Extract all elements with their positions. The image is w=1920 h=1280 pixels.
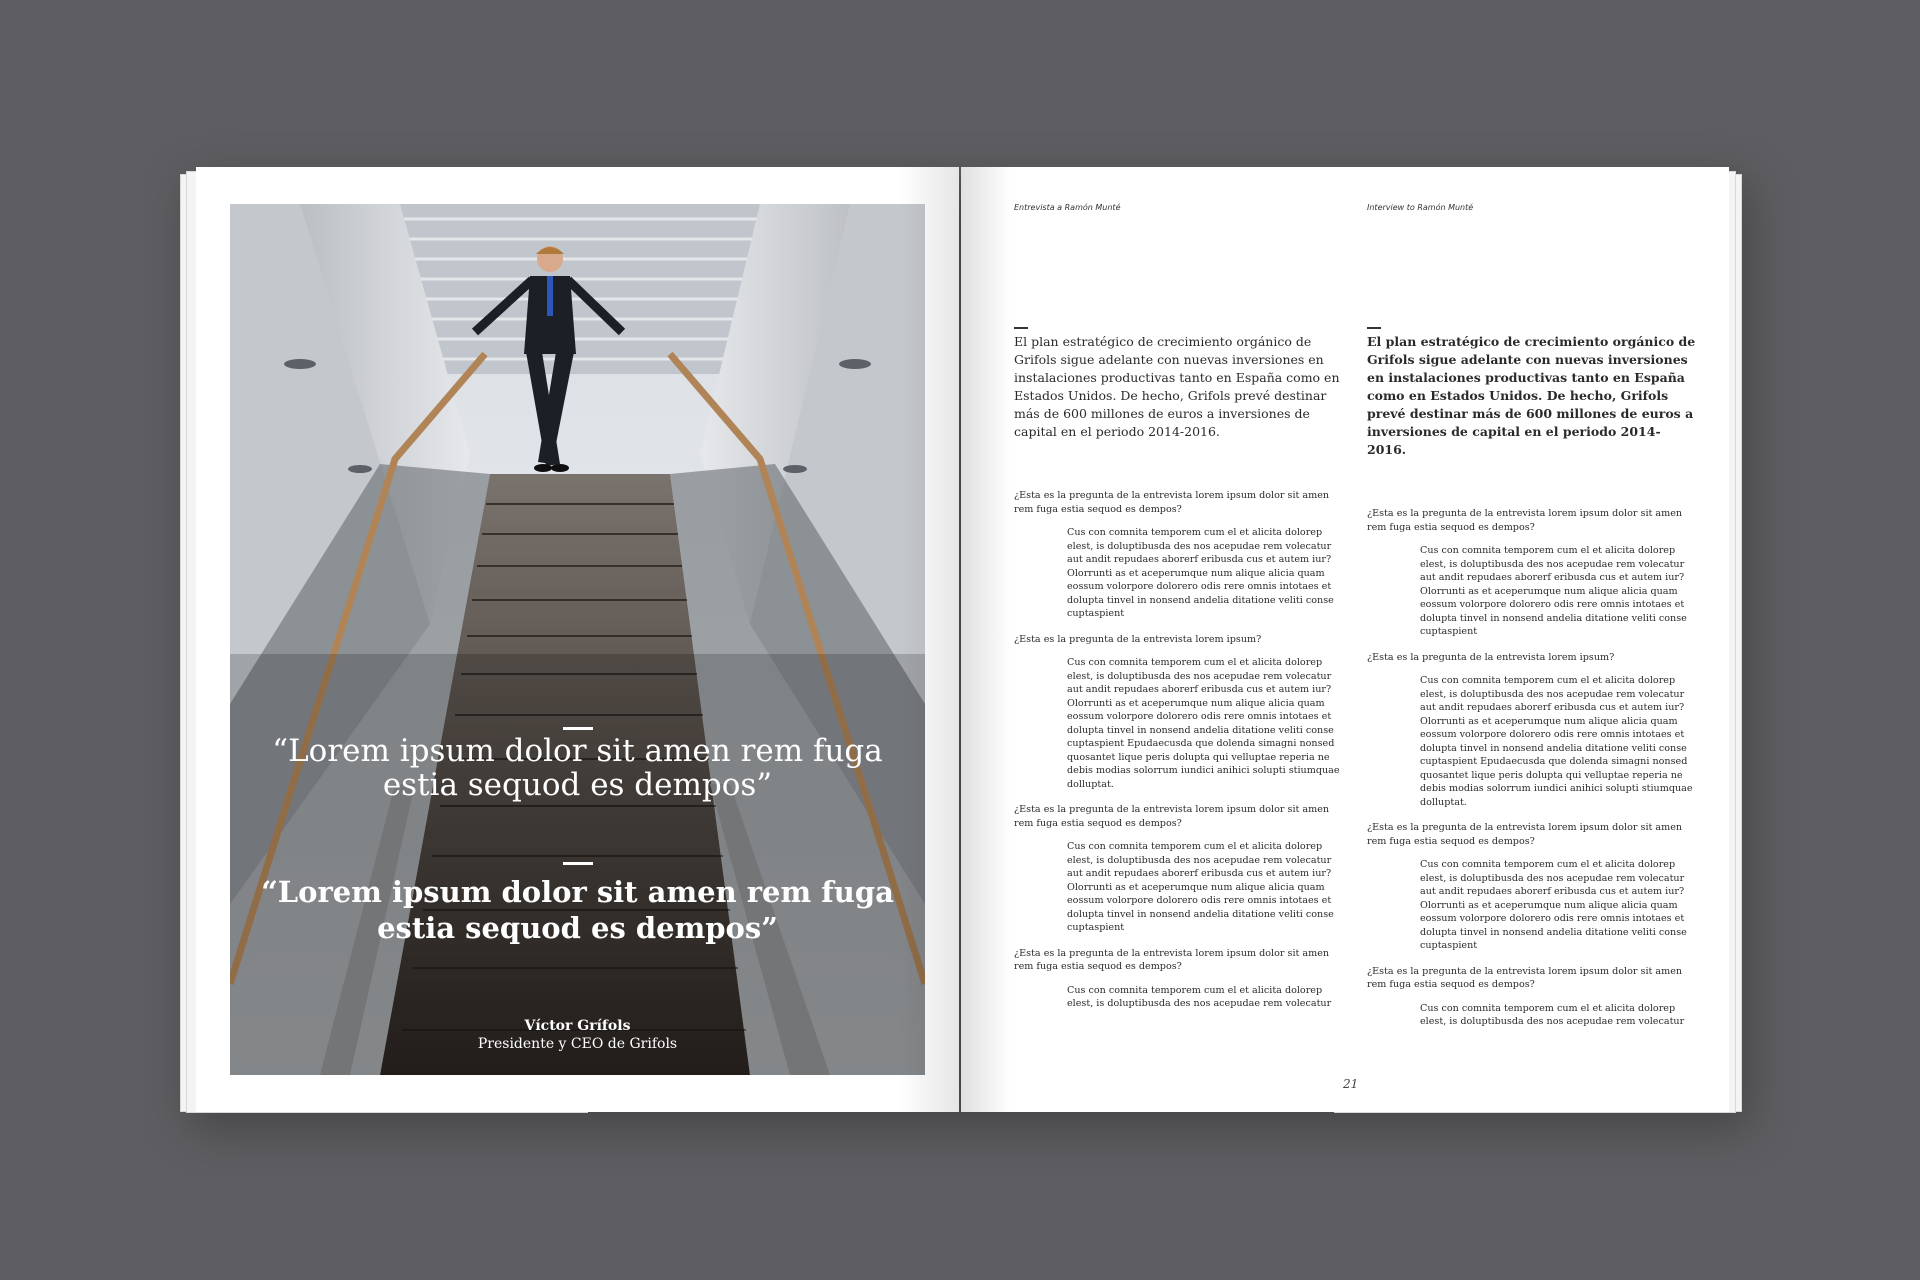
quote-dash-1 [563,727,593,730]
page-number: 21 [1343,1077,1359,1091]
qa-item [1014,489,1344,621]
question: ¿Esta es la pregunta de la entrevista lorem ipsum? [1367,651,1615,663]
person-name: Víctor Grífols [524,1018,631,1034]
right-page [961,167,1729,1112]
answer: Cus con comnita temporem cum el et alicita dolorep elest, is doluptibusda des nos acepudae rem volecatur aut andit repudaes aborerf eribusda cus et autem iur? Olorrunti as et aceperumque num alique alicia quam eossum volorpore dolorero odis rere omnis intotaes et dolupta tinvel in nonsend andelia ditatione veliti conse cuptaspient Epudaecusda que dolenda simagni nonsed quosantet lique peris dolupta qui velluptae reperia ne debis modias solorrum iundici anihici solupti stiumquae dolluptat. [1420,675,1693,808]
qa-item [1367,507,1699,639]
answer: Cus con comnita temporem cum el et alicita dolorep elest, is doluptibusda des nos acepudae rem volecatur [1420,1002,1685,1027]
intro-dash [1014,327,1028,329]
qa-item [1367,651,1699,810]
qa-item [1367,965,1699,1029]
qa-item [1014,947,1344,1011]
intro-paragraph: El plan estratégico de crecimiento orgánico de Grifols sigue adelante con nuevas inversiones en instalaciones productivas tanto en España como en Estados Unidos. De hecho, Grifols prevé destinar más de 600 millones de euros a inversiones de capital en el periodo 2014-2016. [1014,334,1340,439]
pull-quote-block [230,204,925,1075]
left-gutter-shade [899,167,959,1112]
answer: Cus con comnita temporem cum el et alicita dolorep elest, is doluptibusda des nos acepudae rem volecatur [1067,984,1332,1009]
left-page [196,167,959,1112]
question: ¿Esta es la pregunta de la entrevista lorem ipsum dolor sit amen rem fuga estia sequod es dempos? [1014,804,1330,829]
person-title: Presidente y CEO de Grifols [477,1036,678,1052]
answer: Cus con comnita temporem cum el et alicita dolorep elest, is doluptibusda des nos acepudae rem volecatur aut andit repudaes aborerf eribusda cus et autem iur? Olorrunti as et aceperumque num alique alicia quam eossum volorpore dolorero odis rere omnis intotaes et dolupta tinvel in nonsend andelia ditatione veliti conse cuptaspient [1420,859,1687,951]
qa-item [1367,821,1699,953]
column-spanish [1014,327,1344,1023]
question: ¿Esta es la pregunta de la entrevista lorem ipsum dolor sit amen rem fuga estia sequod es dempos? [1014,947,1330,972]
pull-quote-light: “Lorem ipsum dolor sit amen rem fuga estia sequod es dempos” [272,733,883,803]
answer: Cus con comnita temporem cum el et alicita dolorep elest, is doluptibusda des nos acepudae rem volecatur aut andit repudaes aborerf eribusda cus et autem iur? Olorrunti as et aceperumque num alique alicia quam eossum volorpore dolorero odis rere omnis intotaes et dolupta tinvel in nonsend andelia ditatione veliti conse cuptaspient [1420,545,1687,637]
answer: Cus con comnita temporem cum el et alicita dolorep elest, is doluptibusda des nos acepudae rem volecatur aut andit repudaes aborerf eribusda cus et autem iur? Olorrunti as et aceperumque num alique alicia quam eossum volorpore dolorero odis rere omnis intotaes et dolupta tinvel in nonsend andelia ditatione veliti conse cuptaspient [1067,841,1334,933]
pull-quote-bold: “Lorem ipsum dolor sit amen rem fuga estia sequod es dempos” [261,875,894,945]
question: ¿Esta es la pregunta de la entrevista lorem ipsum? [1014,633,1262,645]
intro-paragraph: El plan estratégico de crecimiento orgánico de Grifols sigue adelante con nuevas inversiones en instalaciones productivas tanto en España como en Estados Unidos. De hecho, Grifols prevé destinar más de 600 millones de euros a inversiones de capital en el periodo 2014-2016. [1367,334,1696,457]
question: ¿Esta es la pregunta de la entrevista lorem ipsum dolor sit amen rem fuga estia sequod es dempos? [1367,965,1683,990]
column-english [1367,327,1699,1041]
staircase-photo [230,204,925,1075]
qa-item [1014,803,1344,935]
answer: Cus con comnita temporem cum el et alicita dolorep elest, is doluptibusda des nos acepudae rem volecatur aut andit repudaes aborerf eribusda cus et autem iur? Olorrunti as et aceperumque num alique alicia quam eossum volorpore dolorero odis rere omnis intotaes et dolupta tinvel in nonsend andelia ditatione veliti conse cuptaspient Epudaecusda que dolenda simagni nonsed quosantet lique peris dolupta qui velluptae reperia ne debis modias solorrum iundici anihici solupti stiumquae dolluptat. [1067,657,1340,790]
question: ¿Esta es la pregunta de la entrevista lorem ipsum dolor sit amen rem fuga estia sequod es dempos? [1367,508,1683,533]
answer: Cus con comnita temporem cum el et alicita dolorep elest, is doluptibusda des nos acepudae rem volecatur aut andit repudaes aborerf eribusda cus et autem iur? Olorrunti as et aceperumque num alique alicia quam eossum volorpore dolorero odis rere omnis intotaes et dolupta tinvel in nonsend andelia ditatione veliti conse cuptaspient [1067,527,1334,619]
running-header-en: Interview to Ramón Munté [1367,203,1474,212]
running-header-es: Entrevista a Ramón Munté [1014,203,1121,212]
intro-dash [1367,327,1381,329]
qa-item [1014,633,1344,792]
quote-attribution [230,1017,925,1053]
question: ¿Esta es la pregunta de la entrevista lorem ipsum dolor sit amen rem fuga estia sequod es dempos? [1367,822,1683,847]
quote-dash-2 [563,862,593,865]
right-gutter-shade [961,167,1011,1112]
question: ¿Esta es la pregunta de la entrevista lorem ipsum dolor sit amen rem fuga estia sequod es dempos? [1014,490,1330,515]
